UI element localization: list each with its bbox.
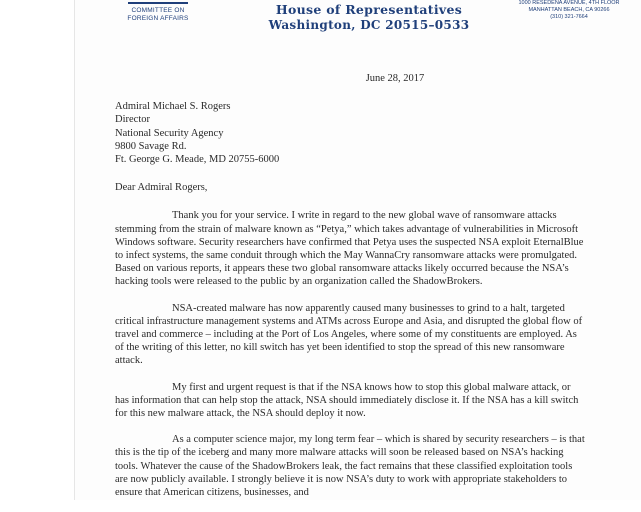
office-line-2: MANHATTAN BEACH, CA 90266	[528, 7, 610, 13]
recipient-line: Admiral Michael S. Rogers	[115, 101, 231, 113]
salutation: Dear Admiral Rogers,	[115, 182, 208, 194]
letter-body	[115, 72, 585, 512]
paragraph: My first and urgent request is that if the NSA knows how to stop this global malware attack, or has information that can help stop the attack, NSA should immediately disclose it. If the NSA has a kill switch for this new malware attack, the NSA should deploy it now.	[115, 381, 579, 420]
letterhead-district-office	[507, 0, 631, 21]
office-line-3: (310) 321-7664	[550, 14, 588, 20]
letterhead-rule	[128, 2, 188, 4]
office-line-1: 1000 RESEDENA AVENUE, 4TH FLOOR	[518, 0, 620, 6]
paragraph: Thank you for your service. I write in regard to the new global wave of ransomware attacks stemming from the strain of malware known as “Petya,” which takes advantage of vulnerabilities in Microsoft Windows software. Security researchers have confirmed that Petya uses the suspected NSA exploit EternalBlue to infect systems, the same conduit through which the May WannaCry ransomware attacks were promulgated. Based on various reports, it appears these two global ransomware attacks likely occurred because the NSA’s hacking tools were released to the public by an organization called the ShadowBrokers.	[115, 210, 584, 288]
recipient-line: Director	[115, 114, 150, 126]
paragraph: NSA-created malware has now apparently caused many businesses to grind to a halt, targeted critical infrastructure management systems and ATMs across Europe and Asia, and disrupted the global flow of travel and commerce – including at the Port of Los Angeles, where some of my constituents are employed. As of the writing of this letter, no kill switch has yet been identified to stop the spread of this new ransomware attack.	[115, 302, 583, 367]
house-title: House of Representatives	[275, 2, 463, 17]
letterhead-committee	[103, 0, 213, 23]
recipient-line: 9800 Savage Rd.	[115, 140, 187, 152]
committee-line-1: COMMITTEE ON	[131, 7, 185, 14]
letter-date: June 28, 2017	[365, 73, 425, 84]
letterhead-title	[259, 2, 479, 33]
letter-page	[74, 0, 641, 500]
recipient-line: Ft. George G. Meade, MD 20755-6000	[115, 154, 280, 166]
recipient-line: National Security Agency	[115, 127, 224, 139]
house-city: Washington, DC 20515–0533	[268, 18, 470, 32]
recipient-address	[115, 100, 585, 166]
committee-line-2: FOREIGN AFFAIRS	[127, 15, 189, 22]
paragraph: As a computer science major, my long term fear – which is shared by security researchers – is that this is the tip of the iceberg and many more malware attacks will soon be released based on NSA’s hacking tools. Whatever the cause of the ShadowBrokers leak, the fact remains that these classified exploitation tools are now publicly available. I strongly believe it is now NSA’s duty to work with appropriate stakeholders to ensure that American citizens, businesses, and	[115, 434, 585, 499]
